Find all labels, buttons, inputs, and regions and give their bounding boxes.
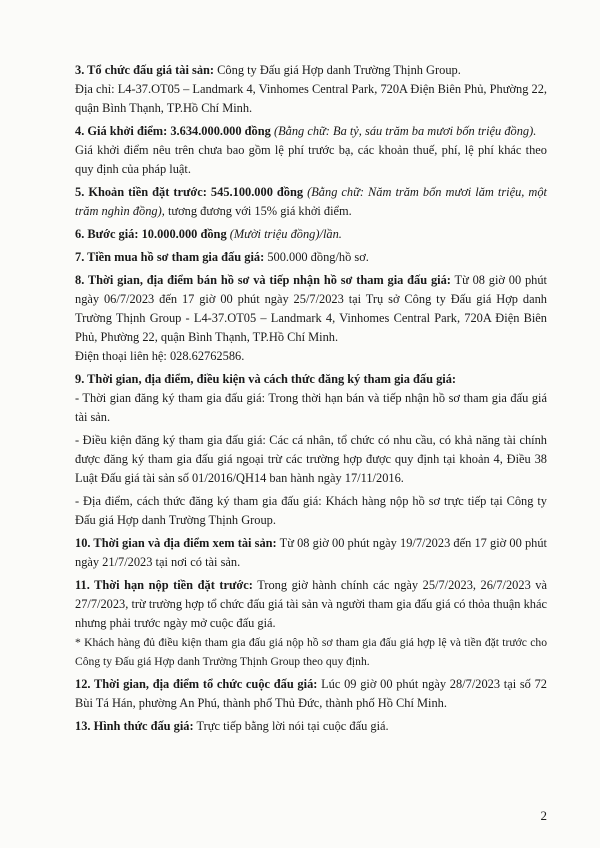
- section-13: [75, 717, 547, 736]
- section-7-label: 7. Tiền mua hồ sơ tham gia đấu giá:: [75, 250, 265, 264]
- section-10-value: Từ 08 giờ 00 phút ngày 19/7/2023 đến 17 giờ 00 phút ngày 21/7/2023 tại nơi có tài sản.: [75, 536, 547, 569]
- section-3: [75, 61, 547, 80]
- section-10: [75, 534, 547, 572]
- section-7: [75, 248, 547, 267]
- section-10-label: 10. Thời gian và địa điểm xem tài sản:: [75, 536, 277, 550]
- section-13-value: Trực tiếp bằng lời nói tại cuộc đấu giá.: [193, 719, 389, 733]
- page-number: 2: [540, 808, 547, 823]
- section-4: [75, 122, 547, 141]
- section-3-label: 3. Tổ chức đấu giá tài sản:: [75, 63, 215, 77]
- document-body: [75, 61, 547, 740]
- section-4-label: 4. Giá khởi điểm: 3.634.000.000 đồng: [75, 124, 271, 138]
- section-5: [75, 183, 547, 221]
- section-4-words: (Bằng chữ: Ba tỷ, sáu trăm ba mươi bốn triệu đồng).: [270, 124, 537, 138]
- section-3-address: Địa chỉ: L4-37.OT05 – Landmark 4, Vinhomes Central Park, 720A Điện Biên Phủ, Phường 22, quận Bình Thạnh, TP.Hồ Chí Minh.: [75, 82, 547, 115]
- section-9-label: [75, 370, 547, 389]
- section-9-bullet-2: - Điều kiện đăng ký tham gia đấu giá: Các cá nhân, tổ chức có nhu cầu, có khả năng tài chính được đăng ký tham gia đấu giá ngoại trừ các trường hợp được quy định tại khoản 4, Điều 38 Luật Đấu giá tài sản số 01/2016/QH14 ban hành ngày 17/11/2016.: [75, 433, 547, 485]
- section-3-value: Công ty Đấu giá Hợp danh Trường Thịnh Group.: [214, 63, 461, 77]
- section-9-bullet-3: - Địa điểm, cách thức đăng ký tham gia đấu giá: Khách hàng nộp hồ sơ trực tiếp tại Công ty Đấu giá Hợp danh Trường Thịnh Group.: [75, 494, 547, 527]
- section-5-words: (Bằng chữ: Năm trăm bốn mươi lăm triệu, một trăm nghìn đồng),: [75, 185, 547, 218]
- section-9-bullet-1: - Thời gian đăng ký tham gia đấu giá: Trong thời hạn bán và tiếp nhận hồ sơ tham gia đấu giá tài sản.: [75, 391, 547, 424]
- section-11-label: 11. Thời hạn nộp tiền đặt trước:: [75, 578, 253, 592]
- section-8: [75, 271, 547, 347]
- section-6-label: 6. Bước giá: 10.000.000 đồng: [75, 227, 227, 241]
- section-8-phone: Điện thoại liên hệ: 028.62762586.: [75, 349, 245, 363]
- section-5-tail: tương đương với 15% giá khởi điểm.: [164, 204, 352, 218]
- section-9-label-text: 9. Thời gian, địa điểm, điều kiện và cách thức đăng ký tham gia đấu giá:: [75, 372, 457, 386]
- section-8-label: 8. Thời gian, địa điểm bán hồ sơ và tiếp nhận hồ sơ tham gia đấu giá:: [75, 273, 451, 287]
- section-6-words: (Mười triệu đồng)/lần.: [226, 227, 342, 241]
- section-12-value: Lúc 09 giờ 00 phút ngày 28/7/2023 tại số 72 Bùi Tá Hán, phường An Phú, thành phố Thủ Đức, thành phố Hồ Chí Minh.: [75, 677, 547, 710]
- section-13-label: 13. Hình thức đấu giá:: [75, 719, 194, 733]
- section-12-label: 12. Thời gian, địa điểm tổ chức cuộc đấu giá:: [75, 677, 318, 691]
- section-5-label: 5. Khoản tiền đặt trước: 545.100.000 đồng: [75, 185, 304, 199]
- section-11-note: * Khách hàng đủ điều kiện tham gia đấu giá nộp hồ sơ tham gia đấu giá hợp lệ và tiền đặt trước cho Công ty Đấu giá Hợp danh Trường Thịnh Group theo quy định.: [75, 636, 547, 668]
- section-11-value: Trong giờ hành chính các ngày 25/7/2023, 26/7/2023 và 27/7/2023, trừ trường hợp tổ chức đấu giá tài sản và người tham gia đấu giá có thỏa thuận khác nhưng phải trước ngày mở cuộc đấu giá.: [75, 578, 547, 630]
- section-6: [75, 225, 547, 244]
- section-7-value: 500.000 đồng/hồ sơ.: [264, 250, 369, 264]
- section-8-value: Từ 08 giờ 00 phút ngày 06/7/2023 đến 17 giờ 00 phút ngày 25/7/2023 tại Trụ sở Công ty Đấu giá Hợp danh Trường Thịnh Group - L4-37.OT05 – Landmark 4, Vinhomes Central Park, 720A Điện Biên Phủ, Phường 22, quận Bình Thạnh, TP.Hồ Chí Minh.: [75, 273, 547, 344]
- section-12: [75, 675, 547, 713]
- section-11: [75, 576, 547, 633]
- section-4-note: Giá khởi điểm nêu trên chưa bao gồm lệ phí trước bạ, các khoản thuế, phí, lệ phí khác theo quy định của pháp luật.: [75, 143, 547, 176]
